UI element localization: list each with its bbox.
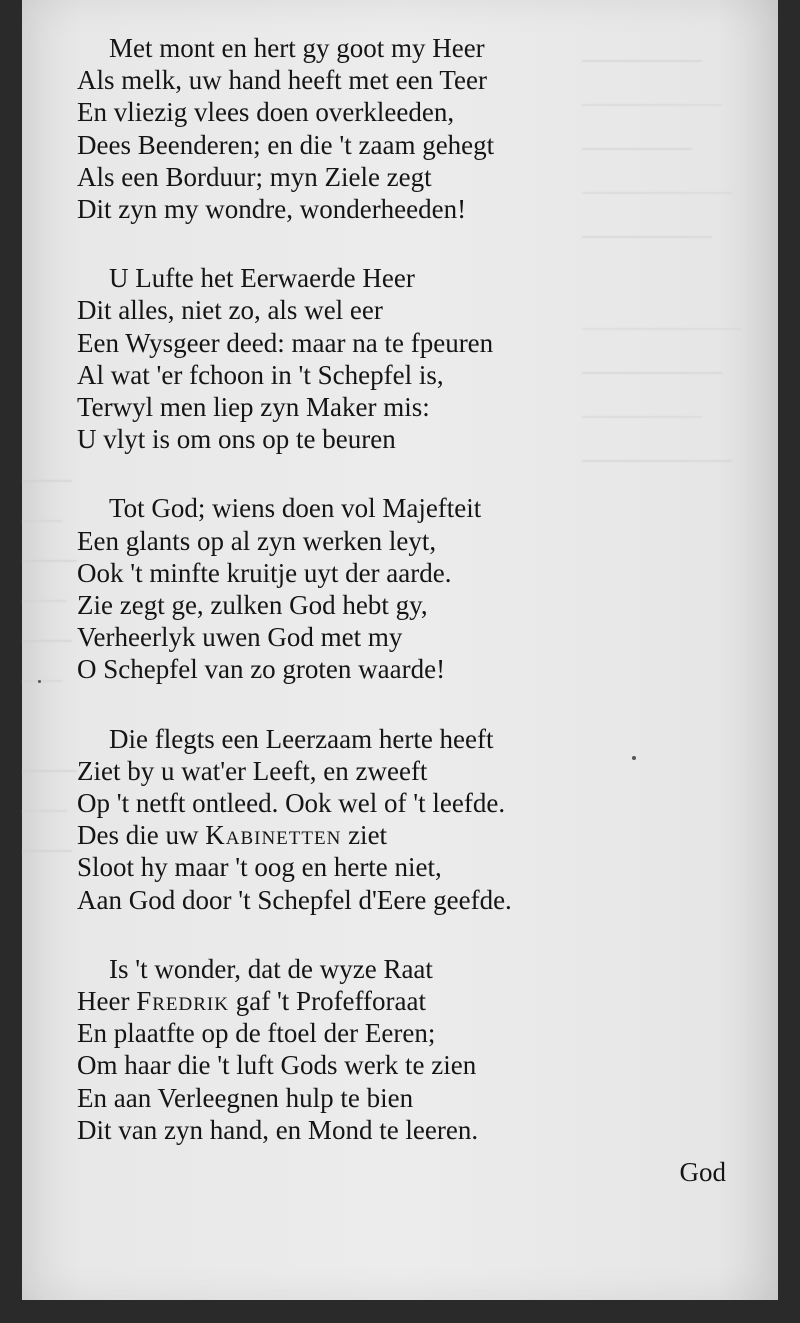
verse-line: Sloot hy maar 't oog en herte niet,	[77, 852, 442, 883]
ink-speck	[38, 680, 41, 683]
stanza-3	[77, 492, 697, 685]
verse-line: Met mont en hert gy goot my Heer	[109, 33, 485, 63]
smallcaps-word: Kabinetten	[205, 820, 342, 851]
smallcaps-word: Fredrik	[136, 986, 229, 1017]
verse-line: U Lufte het Eerwaerde Heer	[109, 263, 415, 294]
verse-line: Aan God door 't Schepfel d'Eere geefde.	[77, 884, 512, 915]
verse-line: En vliezig vlees doen overkleeden,	[77, 97, 455, 128]
verse-line: Een glants op al zyn werken leyt,	[77, 525, 437, 556]
verse-text: Des die uw	[77, 820, 206, 851]
stanza-4	[77, 723, 697, 916]
ink-speck	[632, 756, 636, 760]
verse-line: Is 't wonder, dat de wyze Raat	[109, 953, 433, 984]
verse-line: Als melk, uw hand heeft met een Teer	[77, 65, 487, 96]
verse-line: Dees Beenderen; en die 't zaam gehegt	[77, 129, 495, 160]
verse-line: Terwyl men liep zyn Maker mis:	[77, 392, 430, 423]
verse-line: Op 't netft ontleed. Ook wel of 't leefde.	[77, 788, 506, 819]
verse-line: Die flegts een Leerzaam herte heeft	[109, 723, 494, 754]
verse-line: Ook 't minfte kruitje uyt der aarde.	[77, 557, 452, 588]
stanza-1	[77, 32, 697, 225]
poem	[77, 32, 697, 1183]
verse-line: En aan Verleegnen hulp te bien	[77, 1082, 414, 1113]
verse-line: Verheerlyk uwen God met my	[77, 622, 403, 653]
verse-text: Heer	[77, 986, 137, 1017]
verse-line: Als een Borduur; myn Ziele zegt	[77, 161, 432, 192]
verse-line: O Schepfel van zo groten waarde!	[77, 654, 446, 685]
verse-line: Om haar die 't luft Gods werk te zien	[77, 1050, 477, 1081]
verse-line: Dit van zyn hand, en Mond te leeren.	[77, 1114, 479, 1145]
verse-text: gaf 't Profefforaat	[228, 986, 426, 1017]
stanza-2	[77, 262, 697, 455]
verse-line: Al wat 'er fchoon in 't Schepfel is,	[77, 359, 444, 390]
verse-line: Een Wysgeer deed: maar na te fpeuren	[77, 327, 494, 358]
verse-line-with-smallcaps	[77, 819, 697, 851]
catchword: God	[679, 1157, 726, 1187]
verse-line: Zie zegt ge, zulken God hebt gy,	[77, 590, 428, 621]
show-through-texture-left	[22, 470, 82, 1170]
verse-line-with-smallcaps	[77, 985, 697, 1017]
verse-line: Ziet by u wat'er Leeft, en zweeft	[77, 755, 428, 786]
verse-line: En plaatfte op de ftoel der Eeren;	[77, 1018, 436, 1049]
verse-text: ziet	[341, 820, 388, 851]
book-page	[22, 0, 778, 1300]
verse-line: Tot God; wiens doen vol Majefteit	[109, 493, 482, 524]
verse-line: U vlyt is om ons op te beuren	[77, 424, 396, 455]
verse-line: Dit alles, niet zo, als wel eer	[77, 295, 383, 326]
verse-line: Dit zyn my wondre, wonderheeden!	[77, 194, 467, 225]
stanza-5	[77, 953, 697, 1146]
